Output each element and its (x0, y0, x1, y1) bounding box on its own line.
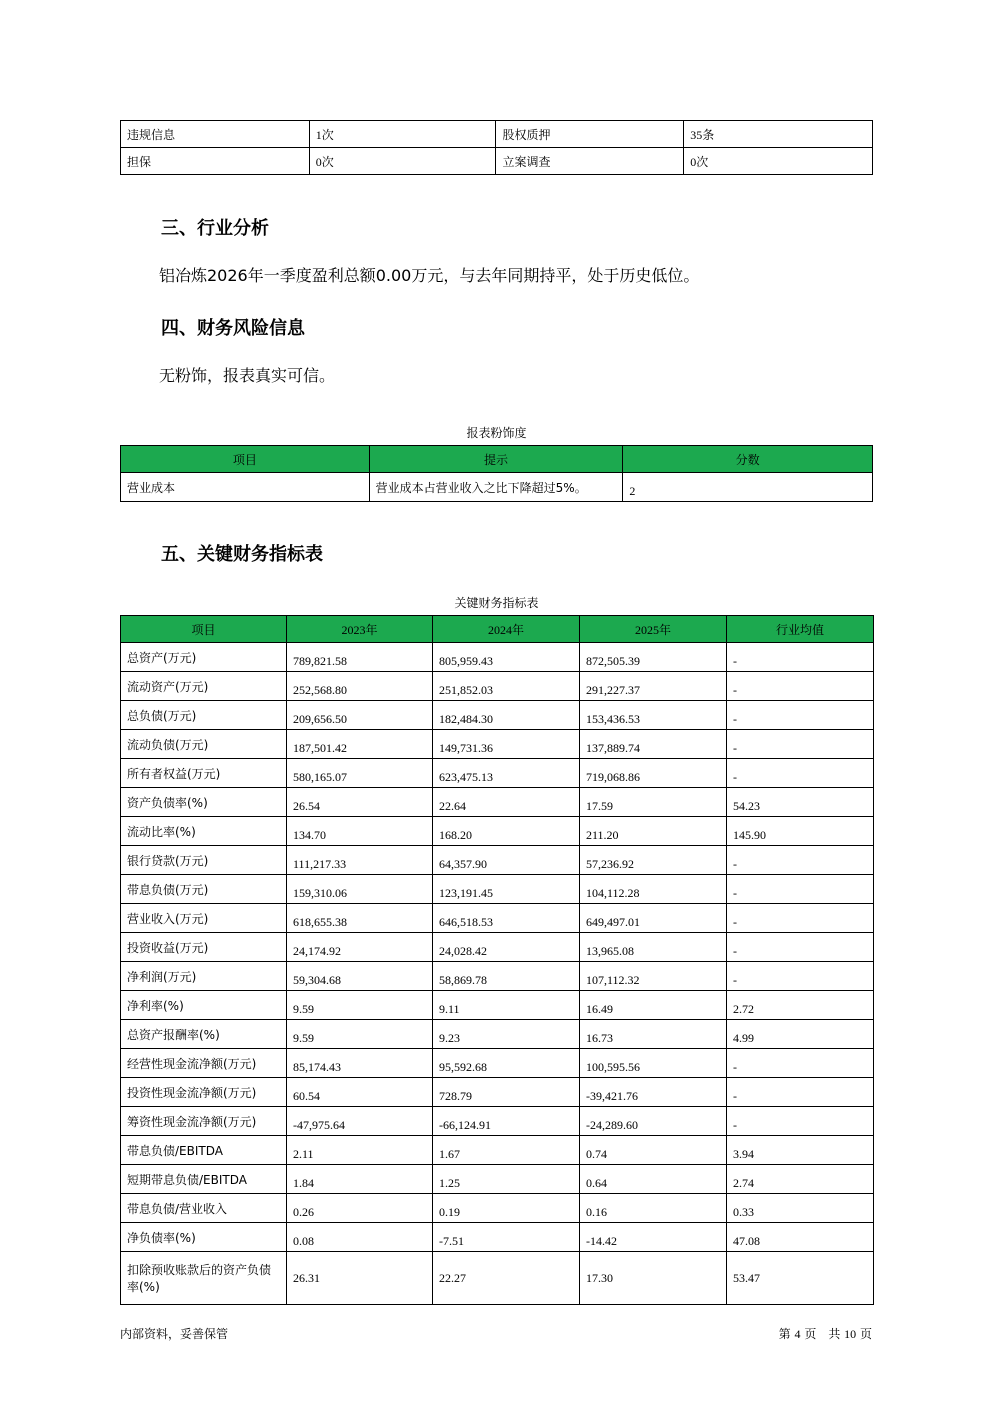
metric-value-cell: 100,595.56 (580, 1049, 727, 1078)
metric-value-cell: 58,869.78 (433, 962, 580, 991)
table-row (121, 1078, 874, 1107)
metric-value-cell: 123,191.45 (433, 875, 580, 904)
metric-value-cell: 0.33 (727, 1194, 874, 1223)
metric-value-cell: 16.49 (580, 991, 727, 1020)
header-cell: 分数 (623, 446, 873, 473)
metric-value-cell: 618,655.38 (287, 904, 433, 933)
metric-value-cell: 0.26 (287, 1194, 433, 1223)
financial-risk-heading: 四、财务风险信息 (161, 318, 305, 339)
metric-label-cell: 总资产报酬率(%) (121, 1020, 287, 1049)
metric-label-cell: 资产负债率(%) (121, 788, 287, 817)
metric-value-cell: 16.73 (580, 1020, 727, 1049)
industry-analysis-heading: 三、行业分析 (161, 218, 269, 239)
metric-label-cell: 所有者权益(万元) (121, 759, 287, 788)
industry-analysis-text: 铝冶炼2026年一季度盈利总额0.00万元，与去年同期持平，处于历史低位。 (159, 266, 700, 285)
table-row (121, 1107, 874, 1136)
metric-value-cell: 104,112.28 (580, 875, 727, 904)
metric-value-cell: 1.25 (433, 1165, 580, 1194)
metric-value-cell: - (727, 759, 874, 788)
metric-value-cell: 4.99 (727, 1020, 874, 1049)
page-suffix: 页 (859, 1327, 872, 1341)
metric-label-cell: 净利率(%) (121, 991, 287, 1020)
page-prefix: 第 (778, 1327, 791, 1341)
metric-label-cell: 投资性现金流净额(万元) (121, 1078, 287, 1107)
table-row (121, 473, 873, 502)
risk-value-cell: 35条 (684, 121, 873, 148)
metric-value-cell: 805,959.43 (433, 643, 580, 672)
metric-value-cell: 728.79 (433, 1078, 580, 1107)
metric-value-cell: 9.23 (433, 1020, 580, 1049)
metric-value-cell: - (727, 1049, 874, 1078)
table-row (121, 933, 874, 962)
metric-value-cell: 13,965.08 (580, 933, 727, 962)
metric-label-cell: 营业收入(万元) (121, 904, 287, 933)
metric-value-cell: 60.54 (287, 1078, 433, 1107)
metric-value-cell: 95,592.68 (433, 1049, 580, 1078)
metric-value-cell: - (727, 643, 874, 672)
metric-label-cell: 带息负债/营业收入 (121, 1194, 287, 1223)
kfi-header-row (121, 616, 874, 643)
header-cell: 项目 (121, 446, 370, 473)
table-row (121, 788, 874, 817)
table-row (121, 759, 874, 788)
metric-value-cell: -24,289.60 (580, 1107, 727, 1136)
metric-value-cell: 0.08 (287, 1223, 433, 1252)
metric-value-cell: 9.11 (433, 991, 580, 1020)
metric-value-cell: 53.47 (727, 1252, 874, 1305)
metric-value-cell: 251,852.03 (433, 672, 580, 701)
table-row (121, 991, 874, 1020)
header-cell: 提示 (369, 446, 623, 473)
page-total: 10 (844, 1327, 857, 1341)
metric-value-cell: 159,310.06 (287, 875, 433, 904)
metric-value-cell: 3.94 (727, 1136, 874, 1165)
whitewash-table-caption: 报表粉饰度 (466, 426, 527, 440)
metric-value-cell: 0.74 (580, 1136, 727, 1165)
table-row (121, 121, 873, 148)
metric-value-cell: - (727, 672, 874, 701)
table-row (121, 875, 874, 904)
metric-label-cell: 净负债率(%) (121, 1223, 287, 1252)
whitewash-table (120, 445, 873, 502)
page-current: 4 (794, 1327, 801, 1341)
metric-value-cell: -47,975.64 (287, 1107, 433, 1136)
metric-value-cell: 137,889.74 (580, 730, 727, 759)
metric-value-cell: 719,068.86 (580, 759, 727, 788)
metric-value-cell: 623,475.13 (433, 759, 580, 788)
metric-value-cell: - (727, 701, 874, 730)
table-row (121, 701, 874, 730)
metric-value-cell: 789,821.58 (287, 643, 433, 672)
table-row (121, 1136, 874, 1165)
metric-value-cell: 24,028.42 (433, 933, 580, 962)
footer-page-number (779, 1325, 872, 1342)
table-row (121, 672, 874, 701)
metric-label-cell: 总负债(万元) (121, 701, 287, 730)
metric-value-cell: 187,501.42 (287, 730, 433, 759)
table-row (121, 1223, 874, 1252)
metric-value-cell: 872,505.39 (580, 643, 727, 672)
metric-value-cell: 59,304.68 (287, 962, 433, 991)
metric-value-cell: 22.27 (433, 1252, 580, 1305)
metric-value-cell: - (727, 875, 874, 904)
metric-label-cell: 净利润(万元) (121, 962, 287, 991)
metric-value-cell: 2.72 (727, 991, 874, 1020)
table-row (121, 1049, 874, 1078)
hint-cell: 营业成本占营业收入之比下降超过5%。 (369, 473, 623, 502)
metric-value-cell: 24,174.92 (287, 933, 433, 962)
metric-value-cell: - (727, 1078, 874, 1107)
metric-label-cell: 经营性现金流净额(万元) (121, 1049, 287, 1078)
header-cell: 2024年 (433, 616, 580, 643)
risk-label-cell: 担保 (121, 148, 310, 175)
risk-value-cell: 0次 (309, 148, 496, 175)
table-row (121, 1252, 874, 1305)
metric-label-cell: 短期带息负债/EBITDA (121, 1165, 287, 1194)
financial-risk-text: 无粉饰，报表真实可信。 (159, 366, 336, 385)
kfi-table (120, 615, 874, 1305)
metric-value-cell: 54.23 (727, 788, 874, 817)
header-cell: 项目 (121, 616, 287, 643)
metric-value-cell: -7.51 (433, 1223, 580, 1252)
metric-value-cell: 22.64 (433, 788, 580, 817)
page-mid: 页 共 (804, 1327, 841, 1341)
metric-value-cell: 9.59 (287, 991, 433, 1020)
table-row (121, 846, 874, 875)
risk-label-cell: 股权质押 (496, 121, 684, 148)
metric-value-cell: 580,165.07 (287, 759, 433, 788)
metric-value-cell: 291,227.37 (580, 672, 727, 701)
metric-value-cell: 1.84 (287, 1165, 433, 1194)
table-row (121, 1165, 874, 1194)
risk-info-table (120, 120, 873, 175)
metric-value-cell: 17.30 (580, 1252, 727, 1305)
metric-value-cell: 153,436.53 (580, 701, 727, 730)
metric-value-cell: 149,731.36 (433, 730, 580, 759)
metric-label-cell: 流动负债(万元) (121, 730, 287, 759)
metric-value-cell: - (727, 846, 874, 875)
header-cell: 2023年 (287, 616, 433, 643)
table-row (121, 730, 874, 759)
table-row (121, 1020, 874, 1049)
metric-label-cell: 总资产(万元) (121, 643, 287, 672)
table-row (121, 962, 874, 991)
metric-label-cell: 银行贷款(万元) (121, 846, 287, 875)
metric-value-cell: -66,124.91 (433, 1107, 580, 1136)
metric-value-cell: - (727, 904, 874, 933)
kfi-table-caption: 关键财务指标表 (454, 596, 539, 610)
metric-value-cell: 107,112.32 (580, 962, 727, 991)
table-row (121, 817, 874, 846)
header-cell: 2025年 (580, 616, 727, 643)
metric-label-cell: 带息负债/EBITDA (121, 1136, 287, 1165)
metric-value-cell: 64,357.90 (433, 846, 580, 875)
table-row (121, 643, 874, 672)
metric-value-cell: 649,497.01 (580, 904, 727, 933)
metric-value-cell: 1.67 (433, 1136, 580, 1165)
metric-value-cell: -14.42 (580, 1223, 727, 1252)
risk-label-cell: 立案调查 (496, 148, 684, 175)
table-row (121, 1194, 874, 1223)
metric-label-cell: 投资收益(万元) (121, 933, 287, 962)
metric-value-cell: 26.31 (287, 1252, 433, 1305)
metric-value-cell: - (727, 730, 874, 759)
metric-value-cell: - (727, 962, 874, 991)
metric-value-cell: 57,236.92 (580, 846, 727, 875)
header-cell: 行业均值 (727, 616, 874, 643)
item-cell: 营业成本 (121, 473, 370, 502)
metric-label-cell: 扣除预收账款后的资产负债率(%) (121, 1252, 287, 1305)
metric-value-cell: 182,484.30 (433, 701, 580, 730)
risk-label-cell: 违规信息 (121, 121, 310, 148)
metric-value-cell: 211.20 (580, 817, 727, 846)
metric-value-cell: 145.90 (727, 817, 874, 846)
metric-value-cell: 0.16 (580, 1194, 727, 1223)
metric-label-cell: 带息负债(万元) (121, 875, 287, 904)
score-cell: 2 (623, 473, 873, 502)
metric-value-cell: 209,656.50 (287, 701, 433, 730)
kfi-heading: 五、关键财务指标表 (161, 544, 323, 565)
metric-value-cell: 252,568.80 (287, 672, 433, 701)
metric-value-cell: 47.08 (727, 1223, 874, 1252)
metric-value-cell: 17.59 (580, 788, 727, 817)
metric-value-cell: 111,217.33 (287, 846, 433, 875)
metric-value-cell: 646,518.53 (433, 904, 580, 933)
metric-label-cell: 流动比率(%) (121, 817, 287, 846)
metric-value-cell: 85,174.43 (287, 1049, 433, 1078)
whitewash-header-row (121, 446, 873, 473)
metric-value-cell: 26.54 (287, 788, 433, 817)
metric-value-cell: - (727, 1107, 874, 1136)
risk-value-cell: 1次 (309, 121, 496, 148)
metric-value-cell: 2.11 (287, 1136, 433, 1165)
table-row (121, 148, 873, 175)
metric-value-cell: 0.19 (433, 1194, 580, 1223)
metric-value-cell: 0.64 (580, 1165, 727, 1194)
metric-value-cell: 168.20 (433, 817, 580, 846)
metric-label-cell: 流动资产(万元) (121, 672, 287, 701)
metric-value-cell: 2.74 (727, 1165, 874, 1194)
table-row (121, 904, 874, 933)
metric-value-cell: -39,421.76 (580, 1078, 727, 1107)
metric-label-cell: 筹资性现金流净额(万元) (121, 1107, 287, 1136)
metric-value-cell: 134.70 (287, 817, 433, 846)
risk-value-cell: 0次 (684, 148, 873, 175)
footer-confidential: 内部资料，妥善保管 (120, 1327, 229, 1341)
metric-value-cell: - (727, 933, 874, 962)
metric-value-cell: 9.59 (287, 1020, 433, 1049)
